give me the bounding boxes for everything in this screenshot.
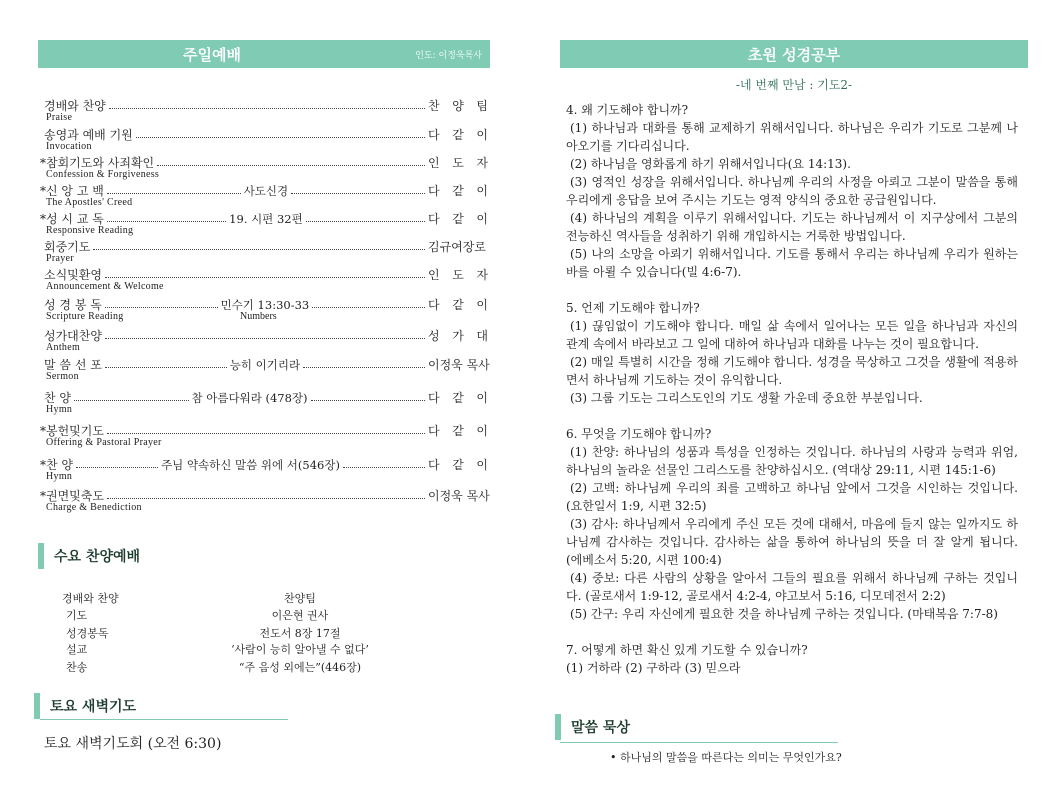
dot-leader [291,193,425,194]
worship-item-english: Scripture Reading [46,311,124,322]
worship-row [40,238,488,268]
wednesday-item-label: 성경봉독 [66,627,109,640]
worship-row [40,126,488,156]
wednesday-item-value: 전도서 8장 17절 [259,627,341,640]
study-answer: (5) 나의 소망을 아뢰기 위해서입니다. 기도를 통해서 우리는 하나님께 우리가 원하는 바를 아뢸 수 있습니다(빌 4:6-7). [566,247,1018,279]
wednesday-item-label: 설교 [66,643,88,656]
dot-leader [74,400,189,401]
paragraph-spacer [566,281,1018,299]
worship-item-detail: 19. 시편 32편 [229,212,303,226]
worship-item-english: Invocation [46,141,92,152]
saturday-underline [40,719,288,720]
worship-row [40,210,488,240]
worship-item-detail: 능히 이기리라 [229,358,301,372]
worship-row [40,97,488,127]
worship-item-label: 성 경 봉 독 [44,298,102,312]
worship-item-label: *참회기도와 사죄확인 [40,156,155,170]
dot-leader [105,277,425,278]
worship-item-leader: 이정욱 목사 [428,358,490,372]
worship-item-leader: 다 같 이 [428,212,488,226]
worship-item-english: Responsive Reading [46,225,134,236]
worship-item-leader: 인 도 자 [428,156,488,170]
wednesday-title: 수요 찬양예배 [54,549,141,565]
study-answer: (1) 하나님과 대화를 통해 교제하기 위해서입니다. 하나님은 우리가 기도로 그분께 나아오기를 기다리십니다. [566,121,1018,153]
dot-leader [105,338,425,339]
worship-item-label: 송영과 예배 기원 [44,128,133,142]
saturday-title: 토요 새벽기도 [50,699,137,715]
wednesday-item-label: 기도 [66,609,88,622]
dot-leader [311,400,426,401]
worship-item-english: Hymn [46,471,73,482]
worship-row [40,422,488,452]
dot-leader [303,367,425,368]
worship-item-english: Hymn [46,404,73,415]
study-answer: (1) 거하라 (2) 구하라 (3) 믿으라 [566,661,741,675]
study-answer: (5) 간구: 우리 자신에게 필요한 것을 하나님께 구하는 것입니다. (마태복음 7:7-8) [570,607,998,621]
wednesday-item-value: 이은현 권사 [271,609,329,622]
worship-row [40,487,488,517]
meditation-question: • 하나님의 말씀을 따른다는 의미는 무엇인가요? [610,751,842,764]
worship-item-leader: 다 같 이 [428,458,489,472]
study-answer: (2) 매일 특별히 시간을 정해 기도해야 합니다. 성경을 묵상하고 그것을 생활에 적용하면서 하나님께 기도하는 것이 유익합니다. [566,355,1018,387]
worship-row [40,154,488,184]
worship-item-detail: 민수기 13:30-33 [220,298,310,312]
worship-item-label: *성 시 교 독 [40,212,104,226]
worship-item-label: *찬 양 [40,458,73,472]
worship-row [40,327,488,357]
worship-item-leader: 다 같 이 [428,391,488,405]
sunday-header-bar [38,40,490,68]
dot-leader [107,433,425,434]
meditation-title: 말씀 묵상 [571,720,630,736]
worship-item-english-detail: Numbers [240,311,277,322]
worship-row [40,389,488,419]
worship-item-leader: 다 같 이 [428,424,488,438]
study-answer: (2) 하나님을 영화롭게 하기 위해서입니다(요 14:13). [570,157,851,171]
study-question: 5. 언제 기도해야 합니까? [566,301,700,315]
study-answer: (3) 영적인 성장을 위해서입니다. 하나님께 우리의 사정을 아뢰고 그분이 말씀을 통해 우리에게 응답을 보여 주시는 기도는 영적 양식의 중요한 공급원입니다. [566,175,1018,207]
worship-item-leader: 인 도 자 [428,268,488,282]
wednesday-item-value: “주 음성 외에는”(446장) [238,661,362,674]
worship-item-label: 찬 양 [44,391,71,405]
worship-item-detail: 주님 약속하신 말씀 위에 서(546장) [161,458,340,472]
wednesday-item-value: ‘사람이 능히 알아낼 수 없다’ [231,643,369,656]
meditation-underline [560,742,838,743]
sunday-preacher: 인도: 이정욱목사 [415,50,482,61]
dot-leader [105,367,227,368]
dot-leader [343,467,425,468]
paragraph-spacer [566,407,1018,425]
worship-item-detail: 참 아름다워라 (478장) [191,391,308,405]
worship-item-detail: 사도신경 [243,184,289,198]
worship-item-leader: 다 같 이 [428,128,488,142]
study-answer: (4) 하나님의 계획을 이루기 위해서입니다. 기도는 하나님께서 이 지구상에서 그분의 전능하신 역사들을 성취하기 위해 개입하시는 거룩한 방법입니다. [566,211,1018,243]
worship-row [40,296,488,326]
dot-leader [109,108,425,109]
worship-item-english: Praise [46,112,73,123]
worship-item-english: Offering & Pastoral Prayer [46,437,162,448]
study-question: 6. 무엇을 기도해야 합니까? [566,427,712,441]
wednesday-item-label: 경배와 찬양 [62,592,119,605]
study-answer: (3) 감사: 하나님께서 우리에게 주신 모든 것에 대해서, 마음에 들지 않는 일까지도 하나님께 감사하는 것입니다. 감사하는 삶을 통하여 하나님의 뜻을 더 잘 알게 됩니다. (에베소서 5:20, 시편 100:4) [566,517,1018,567]
worship-item-label: *봉헌및기도 [40,424,104,438]
worship-row [40,456,488,486]
worship-item-label: 회중기도 [44,240,91,254]
study-subtitle: -네 번째 만남 : 기도2- [735,78,853,92]
study-answer: (1) 끊임없이 기도해야 합니다. 매일 삶 속에서 일어나는 모든 일을 하나님과 자신의 관계 속에서 바라보고 그 일에 대하여 하나님과 대화를 나누는 것이 필요합니다. [566,319,1018,351]
wednesday-item-value: 찬양팀 [284,592,316,605]
worship-item-label: 소식및환영 [44,268,102,282]
worship-item-english: Sermon [46,371,79,382]
worship-row [40,182,488,212]
worship-item-label: 경배와 찬양 [44,99,106,113]
worship-item-leader: 다 같 이 [428,298,488,312]
dot-leader [306,221,425,222]
dot-leader [93,249,425,250]
wednesday-heading [38,543,140,569]
sunday-title: 주일예배 [183,45,241,64]
worship-item-english: Anthem [46,342,81,353]
worship-item-english: Prayer [46,253,74,264]
dot-leader [107,193,241,194]
worship-item-english: Charge & Benediction [46,502,142,513]
worship-item-label: *권면및축도 [40,489,104,503]
worship-item-leader: 다 같 이 [428,184,488,198]
meditation-heading [555,714,630,740]
dot-leader [76,467,158,468]
worship-item-label: 성가대찬양 [44,329,102,343]
dot-leader [157,165,425,166]
worship-item-leader: 이정욱 목사 [428,489,490,503]
study-answer: (4) 중보: 다른 사람의 상황을 알아서 그들의 필요를 위해서 하나님께 구하는 것입니다. (골로새서 1:9-12, 골로새서 4:2-4, 야고보서 5:16, 디모데전서 2:2) [566,571,1018,603]
worship-row [40,266,488,296]
dot-leader [107,498,425,499]
study-answer: (1) 찬양: 하나님의 성품과 특성을 인정하는 것입니다. 하나님의 사랑과 능력과 위엄, 하나님의 놀라운 선물인 그리스도를 찬양하십시오. (역대상 29:11, 시편 145:1-6) [566,445,1018,477]
worship-item-leader: 성 가 대 [428,329,488,343]
study-header-bar [560,40,1028,68]
study-answer: (2) 고백: 하나님께 우리의 죄를 고백하고 하나님 앞에서 그것을 시인하는 것입니다. (요한일서 1:9, 시편 32:5) [566,481,1018,513]
saturday-text: 토요 새벽기도회 (오전 6:30) [44,736,222,752]
worship-item-english: Announcement & Welcome [46,281,164,292]
dot-leader [105,307,218,308]
study-question: 7. 어떻게 하면 확신 있게 기도할 수 있습니까? [566,643,808,657]
worship-item-leader: 찬 양 팀 [428,99,488,113]
paragraph-spacer [566,623,1018,641]
worship-item-english: Confession & Forgiveness [46,169,160,180]
dot-leader [312,307,425,308]
worship-item-label: 말 씀 선 포 [44,358,102,372]
worship-row [40,356,488,386]
worship-item-label: *신 앙 고 백 [40,184,104,198]
study-answer: (3) 그룹 기도는 그리스도인의 기도 생활 가운데 중요한 부분입니다. [570,391,923,405]
study-title: 초원 성경공부 [747,45,841,64]
study-body [566,101,1018,677]
study-question: 4. 왜 기도해야 합니까? [566,103,689,117]
dot-leader [136,137,425,138]
worship-item-leader: 김규여장로 [428,240,486,254]
dot-leader [107,221,226,222]
saturday-heading [34,693,136,719]
worship-item-english: The Apostles' Creed [46,197,133,208]
wednesday-item-label: 찬송 [66,661,88,674]
